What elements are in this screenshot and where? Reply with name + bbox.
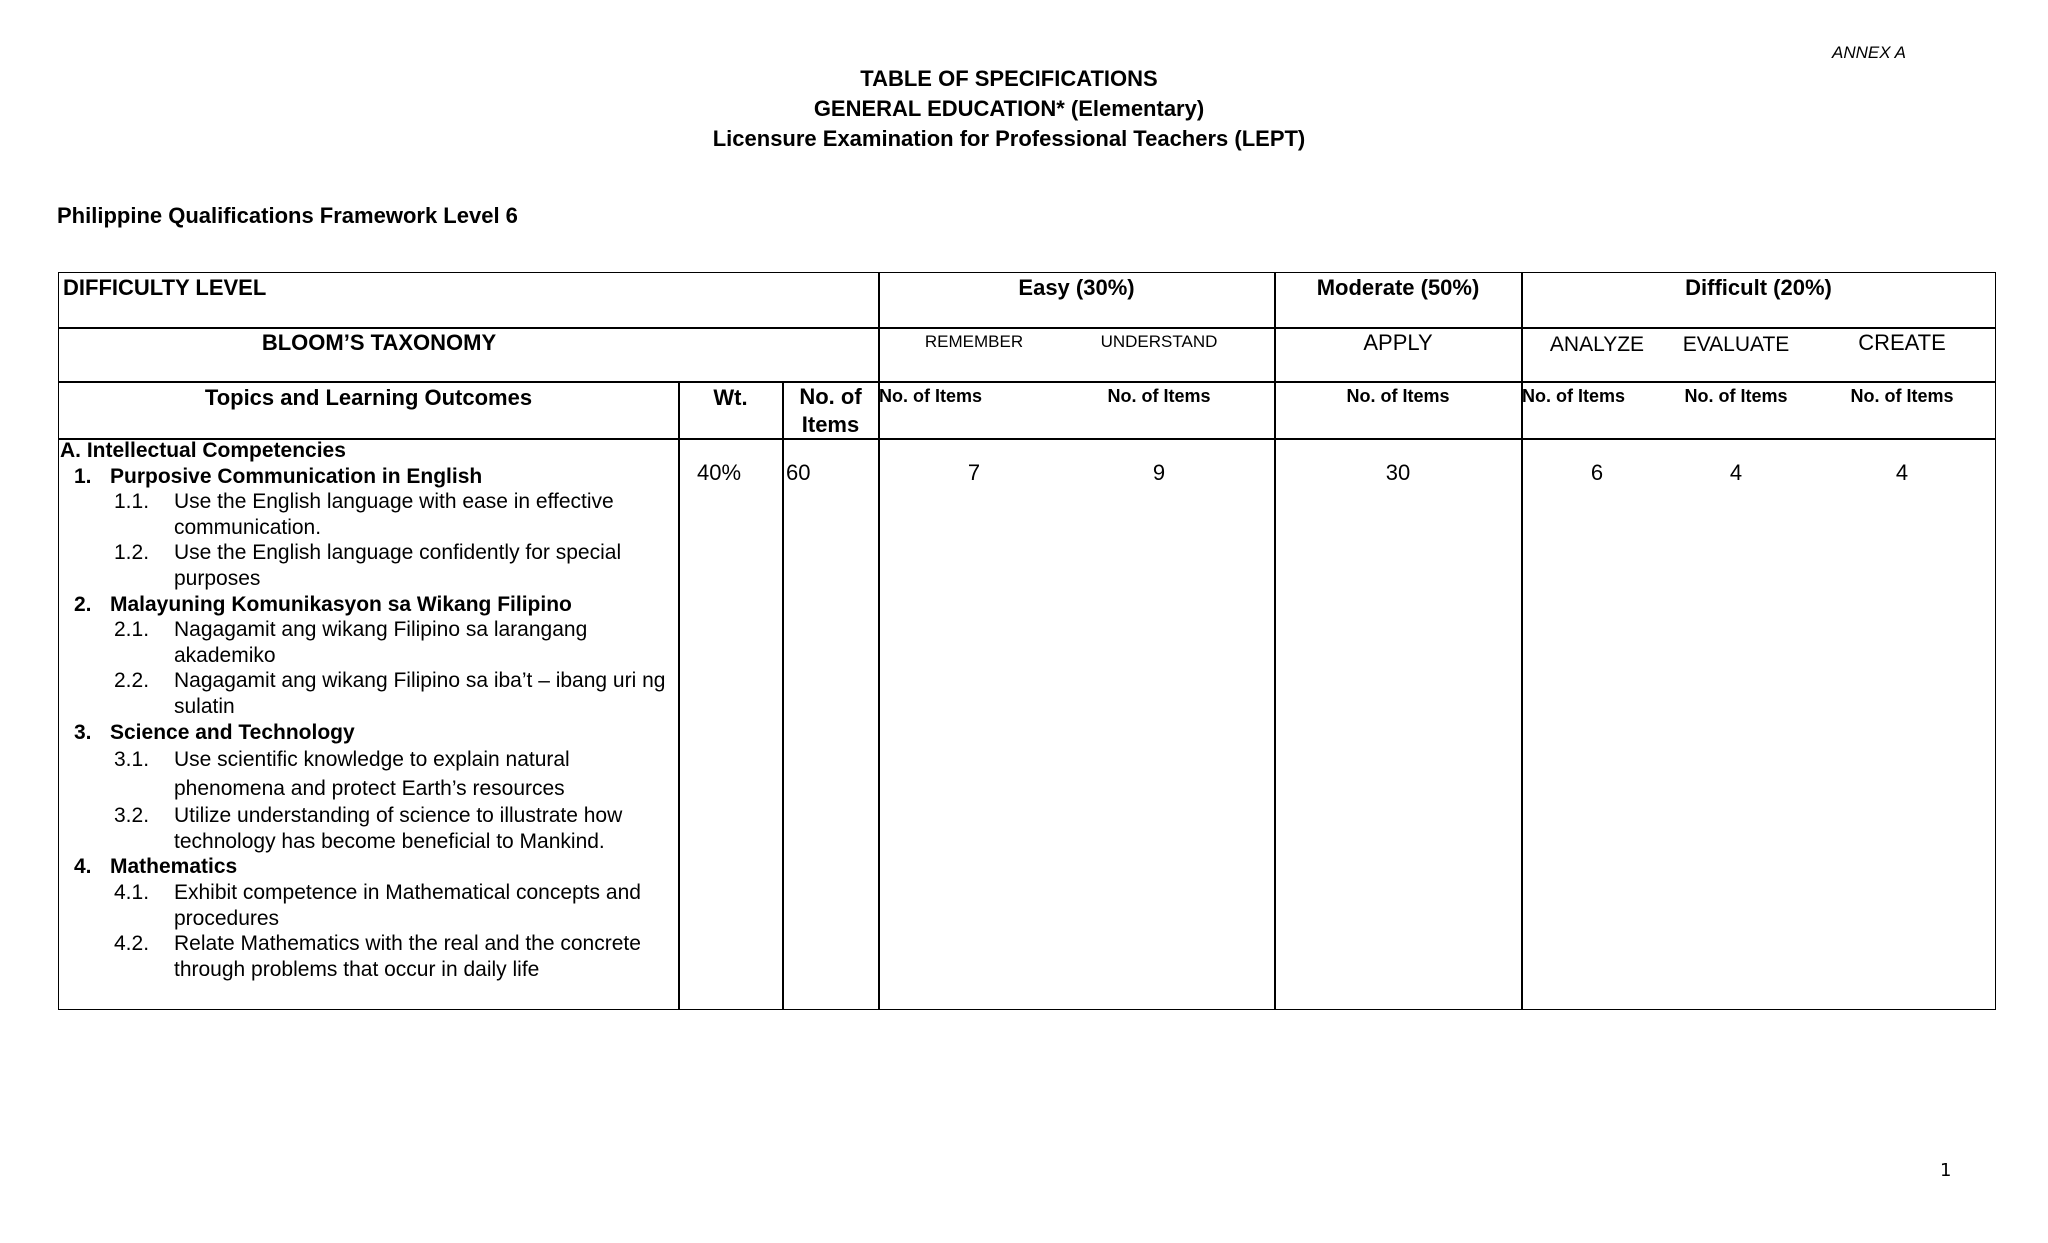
create-items-header: No. of Items xyxy=(1850,386,1954,406)
area-1-title: Purposive Communication in English xyxy=(110,464,483,488)
area-3-number: 3. xyxy=(74,720,92,744)
items-value: 60 xyxy=(786,460,811,485)
understand-value: 9 xyxy=(1152,460,1166,485)
outcome-2-1-text: Nagagamit ang wikang Filipino sa larangang akademiko xyxy=(174,618,588,667)
area-1 xyxy=(58,464,678,490)
wt-value: 40% xyxy=(696,460,742,485)
area-3 xyxy=(58,720,678,746)
outcome-3-1 xyxy=(58,745,678,803)
area-2-number: 2. xyxy=(74,592,92,616)
analyze-items-header: No. of Items xyxy=(1522,386,1626,406)
area-4 xyxy=(58,854,678,880)
easy-header: Easy (30%) xyxy=(1018,275,1135,300)
difficulty-level-label: DIFFICULTY LEVEL xyxy=(63,275,267,300)
outcome-1-1 xyxy=(58,489,678,540)
outcome-2-1 xyxy=(58,617,678,668)
outcome-4-2-text: Relate Mathematics with the real and the concrete through problems that occur in daily life xyxy=(174,932,641,981)
outcome-3-2-number: 3.2. xyxy=(114,804,150,828)
moderate-header: Moderate (50%) xyxy=(1316,275,1480,300)
bloom-understand: UNDERSTAND xyxy=(1100,332,1218,351)
outcome-1-2-text: Use the English language confidently for special purposes xyxy=(174,541,622,590)
outcome-4-1-text: Exhibit competence in Mathematical concepts and procedures xyxy=(174,880,641,930)
items-header xyxy=(783,383,878,439)
learning-outcomes xyxy=(58,438,678,982)
title-line-3: Licensure Examination for Professional Teachers (LEPT) xyxy=(712,126,1306,151)
bloom-remember: REMEMBER xyxy=(924,332,1024,351)
outcome-4-2-number: 4.2. xyxy=(114,932,150,956)
area-2 xyxy=(58,592,678,618)
analyze-value: 6 xyxy=(1590,460,1604,485)
difficult-header: Difficult (20%) xyxy=(1685,275,1832,300)
apply-value: 30 xyxy=(1385,460,1411,485)
title-line-2: GENERAL EDUCATION* (Elementary) xyxy=(813,96,1205,121)
outcome-4-1 xyxy=(58,880,678,931)
outcome-3-1-number: 3.1. xyxy=(114,748,150,772)
area-1-number: 1. xyxy=(74,464,92,488)
outcome-4-1-number: 4.1. xyxy=(114,880,150,904)
document-title xyxy=(0,64,2018,154)
evaluate-value: 4 xyxy=(1729,460,1743,485)
wt-header: Wt. xyxy=(713,385,748,410)
items-header-line-2: Items xyxy=(801,412,860,437)
bloom-evaluate: EVALUATE xyxy=(1682,333,1790,356)
apply-items-header: No. of Items xyxy=(1346,386,1450,406)
outcome-3-1-text: Use scientific knowledge to explain natural phenomena and protect Earth’s resources xyxy=(174,748,570,801)
area-4-title: Mathematics xyxy=(110,855,238,879)
outcome-4-2 xyxy=(58,931,678,982)
outcome-2-1-number: 2.1. xyxy=(114,618,150,642)
area-2-title: Malayuning Komunikasyon sa Wikang Filipino xyxy=(110,592,572,616)
bloom-apply: APPLY xyxy=(1363,330,1433,355)
blooms-taxonomy-label: BLOOM’S TAXONOMY xyxy=(261,330,497,355)
title-line-1: TABLE OF SPECIFICATIONS xyxy=(860,66,1158,91)
outcome-2-2-number: 2.2. xyxy=(114,669,150,693)
outcome-1-1-text: Use the English language with ease in effective communication. xyxy=(174,490,614,539)
outcome-1-2 xyxy=(58,540,678,591)
outcome-2-2 xyxy=(58,668,678,719)
create-value: 4 xyxy=(1895,460,1909,485)
area-3-title: Science and Technology xyxy=(110,720,355,744)
page-number: 1 xyxy=(1940,1160,1952,1181)
outcome-3-2 xyxy=(58,803,678,854)
evaluate-items-header: No. of Items xyxy=(1684,386,1788,406)
area-4-number: 4. xyxy=(74,855,92,879)
outcome-1-2-number: 1.2. xyxy=(114,541,150,565)
remember-value: 7 xyxy=(967,460,981,485)
items-header-line-1: No. of xyxy=(799,384,862,409)
framework-label: Philippine Qualifications Framework Level 6 xyxy=(57,203,518,228)
col-divider-items xyxy=(782,381,784,1009)
competency-heading: A. Intellectual Competencies xyxy=(60,439,346,462)
bloom-create: CREATE xyxy=(1858,330,1946,355)
outcome-2-2-text: Nagagamit ang wikang Filipino sa iba’t – ibang uri ng sulatin xyxy=(174,669,666,718)
understand-items-header: No. of Items xyxy=(1107,386,1211,406)
topics-header: Topics and Learning Outcomes xyxy=(204,385,533,410)
outcome-1-1-number: 1.1. xyxy=(114,490,150,514)
remember-items-header: No. of Items xyxy=(879,386,983,406)
annex-label: ANNEX A xyxy=(1832,43,1907,62)
outcome-3-2-text: Utilize understanding of science to illustrate how technology has become beneficial to Mankind. xyxy=(174,804,623,853)
bloom-analyze: ANALYZE xyxy=(1549,333,1645,356)
